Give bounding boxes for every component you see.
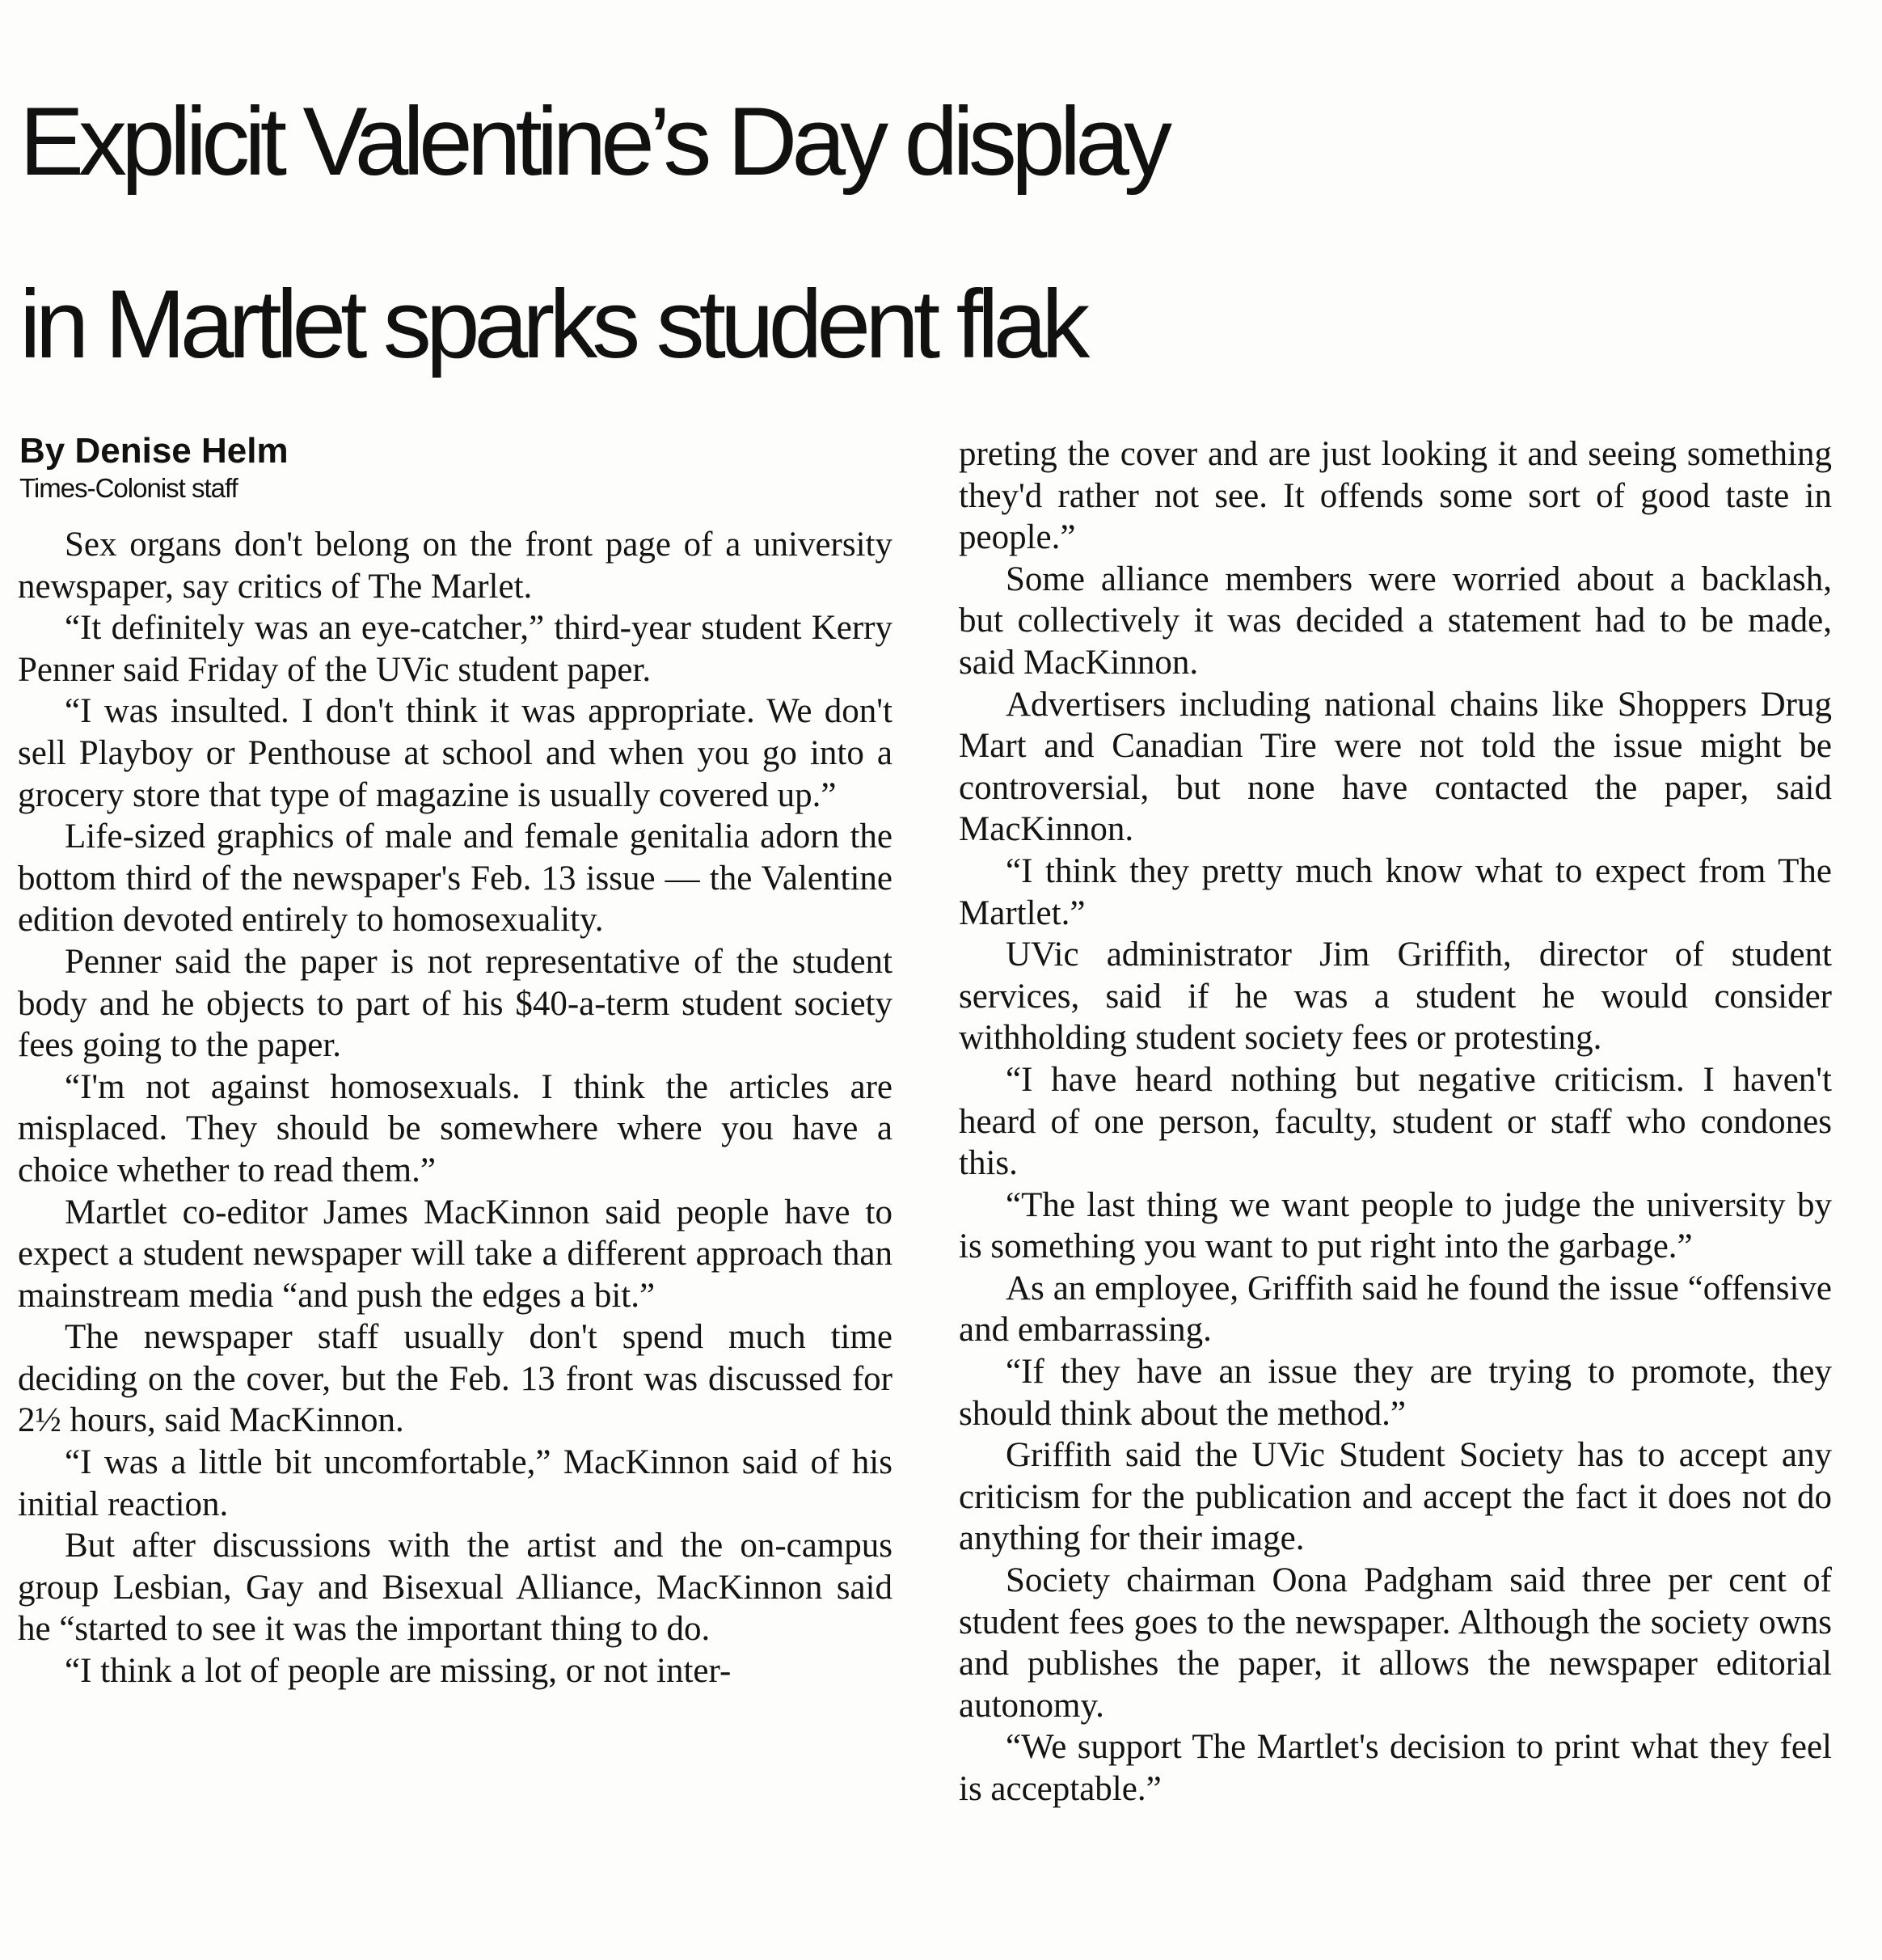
article-column-right — [959, 433, 1832, 1810]
paragraph-continuation: preting the cover and are just looking it and seeing something they'd rather not see. It offends some sort of good taste in people.” — [959, 435, 1832, 557]
paragraph: UVic administrator Jim Griffith, director of student services, said if he was a student he would consider withholding student society fees or protesting. — [959, 936, 1832, 1058]
byline-block — [19, 430, 892, 505]
paragraph: “We support The Martlet's decision to print what they feel is acceptable.” — [959, 1728, 1832, 1808]
paragraph: Sex organs don't belong on the front page of a university newspaper, say critics of The Marlet. — [18, 526, 892, 606]
paragraph: Advertisers including national chains like Shoppers Drug Mart and Canadian Tire were not told the issue might be controversial, but none have contacted the paper, said MacKinnon. — [959, 685, 1832, 849]
headline-line-2: in Martlet sparks student flak — [19, 270, 1085, 378]
paragraph: The newspaper staff usually don't spend much time deciding on the cover, but the Feb. 13 front was discussed for 2½ hours, said MacKinnon. — [18, 1318, 892, 1440]
paragraph: As an employee, Griffith said he found the issue “offensive and embarrassing. — [959, 1269, 1832, 1350]
paragraph: “The last thing we want people to judge the university by is something you want to put right into the garbage.” — [959, 1185, 1832, 1266]
article-column-left — [18, 524, 892, 1692]
headline — [19, 50, 1871, 416]
paragraph: But after discussions with the artist and the on-campus group Lesbian, Gay and Bisexual Alliance, MacKinnon said he “started to see it was the important thing to do. — [18, 1527, 892, 1649]
paragraph: “I was insulted. I don't think it was appropriate. We don't sell Playboy or Penthouse at school and when you go into a grocery store that type of magazine is usually covered up.” — [18, 692, 892, 814]
paragraph: “I'm not against homosexuals. I think the articles are misplaced. They should be somewhere where you have a choice whether to read them.” — [18, 1067, 892, 1189]
paragraph: Life-sized graphics of male and female genitalia adorn the bottom third of the newspaper's Feb. 13 issue — the Valentine edition devoted entirely to homosexuality. — [18, 817, 892, 940]
headline-line-1: Explicit Valentine’s Day display — [19, 87, 1167, 196]
paragraph: “It definitely was an eye-catcher,” third-year student Kerry Penner said Friday of the UVic student paper. — [18, 609, 892, 689]
paragraph: Society chairman Oona Padgham said three per cent of student fees goes to the newspaper. Although the society owns and publishes the paper, it allows the newspaper editorial autonomy. — [959, 1561, 1832, 1725]
paragraph: “I think a lot of people are missing, or not inter- — [65, 1652, 732, 1691]
paragraph: “I was a little bit uncomfortable,” MacKinnon said of his initial reaction. — [18, 1443, 892, 1523]
paragraph: Some alliance members were worried about a backlash, but collectively it was decided a statement had to be made, said MacKinnon. — [959, 560, 1832, 682]
paragraph: “I think they pretty much know what to expect from The Martlet.” — [959, 851, 1832, 932]
paragraph: Martlet co-editor James MacKinnon said people have to expect a student newspaper will take a different approach than mainstream media “and push the edges a bit.” — [18, 1193, 892, 1315]
byline-author: By Denise Helm — [19, 431, 289, 471]
byline-organization: Times-Colonist staff — [19, 473, 238, 503]
paragraph: “I have heard nothing but negative criticism. I haven't heard of one person, faculty, student or staff who condones this. — [959, 1060, 1832, 1183]
paragraph: Griffith said the UVic Student Society has to accept any criticism for the publication and accept the fact it does not do anything for their image. — [959, 1436, 1832, 1558]
paragraph: “If they have an issue they are trying to promote, they should think about the method.” — [959, 1353, 1832, 1433]
paragraph: Penner said the paper is not representative of the student body and he objects to part of his $40-a-term student society fees going to the paper. — [18, 942, 892, 1065]
